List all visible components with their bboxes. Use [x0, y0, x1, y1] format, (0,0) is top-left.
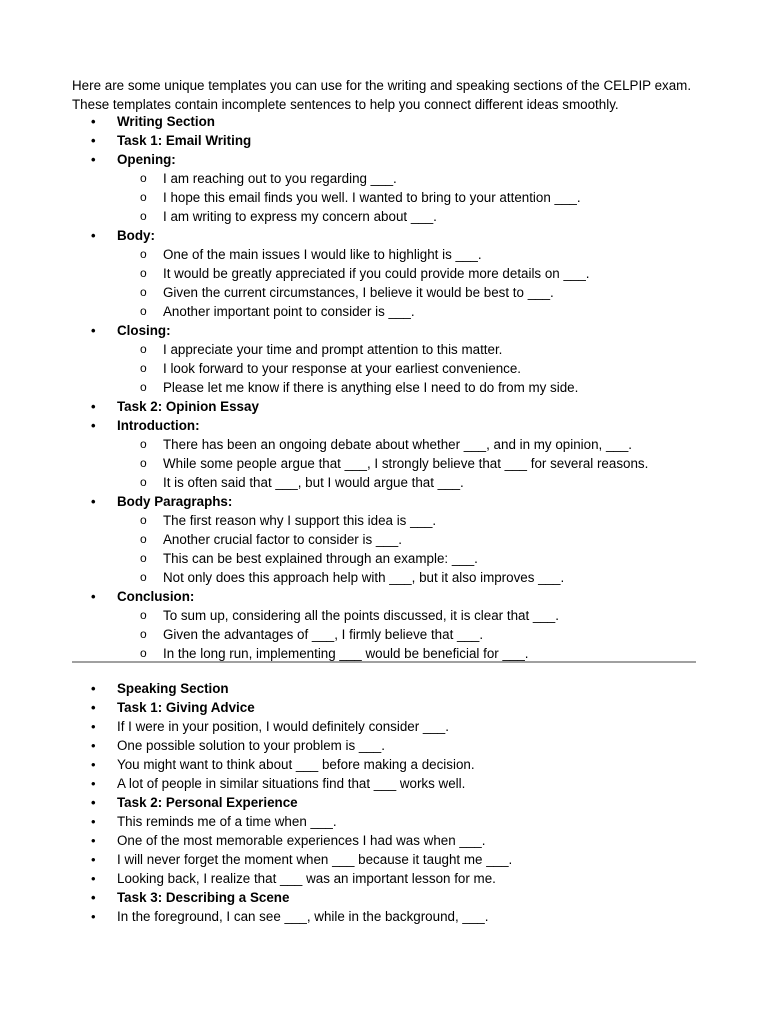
list-item-text: Conclusion:: [117, 589, 195, 604]
bullet-icon: •: [91, 681, 96, 696]
list-item: [0, 454, 768, 473]
list-item-text: I am writing to express my concern about ___.: [163, 209, 437, 224]
list-item-text: A lot of people in similar situations find that ___ works well.: [117, 776, 466, 791]
bullet-icon: •: [91, 323, 96, 338]
writing-section-list: [0, 112, 768, 663]
section-heading: [0, 793, 768, 812]
bullet-icon: •: [91, 399, 96, 414]
list-item: [0, 340, 768, 359]
list-item-text: Looking back, I realize that ___ was an important lesson for me.: [117, 871, 496, 886]
bullet-icon: •: [91, 833, 96, 848]
bullet-icon: •: [91, 871, 96, 886]
list-item-text: Task 1: Giving Advice: [117, 700, 255, 715]
list-item-text: One of the most memorable experiences I had was when ___.: [117, 833, 486, 848]
list-item-text: Closing:: [117, 323, 171, 338]
list-item: [0, 302, 768, 321]
section-heading: [0, 416, 768, 435]
bullet-icon: •: [91, 890, 96, 905]
list-item-text: Please let me know if there is anything else I need to do from my side.: [163, 380, 579, 395]
bullet-icon: •: [91, 494, 96, 509]
sub-bullet-icon: o: [140, 646, 147, 660]
sub-bullet-icon: o: [140, 285, 147, 299]
list-item: [0, 736, 768, 755]
list-item: [0, 812, 768, 831]
list-item-text: Task 2: Opinion Essay: [117, 399, 259, 414]
list-item-text: Body Paragraphs:: [117, 494, 233, 509]
list-item-text: I appreciate your time and prompt attention to this matter.: [163, 342, 503, 357]
list-item: [0, 511, 768, 530]
list-item: [0, 755, 768, 774]
list-item: [0, 625, 768, 644]
list-item-text: Given the advantages of ___, I firmly believe that ___.: [163, 627, 484, 642]
list-item-text: I am reaching out to you regarding ___.: [163, 171, 397, 186]
list-item-text: I hope this email finds you well. I wanted to bring to your attention ___.: [163, 190, 581, 205]
bullet-icon: •: [91, 114, 96, 129]
sub-bullet-icon: o: [140, 190, 147, 204]
section-heading: [0, 888, 768, 907]
bullet-icon: •: [91, 589, 96, 604]
intro-paragraph: Here are some unique templates you can use for the writing and speaking sections of the CELPIP exam. These templates contain incomplete sentences to help you connect different ideas smoothly.: [72, 78, 692, 112]
list-item: [0, 568, 768, 587]
bullet-icon: •: [91, 795, 96, 810]
section-heading: [0, 226, 768, 245]
sub-bullet-icon: o: [140, 532, 147, 546]
list-item: [0, 530, 768, 549]
sub-bullet-icon: o: [140, 456, 147, 470]
list-item-text: There has been an ongoing debate about whether ___, and in my opinion, ___.: [163, 437, 633, 452]
section-heading: [0, 587, 768, 606]
list-item: [0, 169, 768, 188]
list-item: [0, 774, 768, 793]
list-item-text: Introduction:: [117, 418, 200, 433]
sub-bullet-icon: o: [140, 342, 147, 356]
list-item-text: This reminds me of a time when ___.: [117, 814, 337, 829]
section-heading: [0, 698, 768, 717]
bullet-icon: •: [91, 757, 96, 772]
list-item-text: The first reason why I support this idea is ___.: [163, 513, 437, 528]
sub-bullet-icon: o: [140, 551, 147, 565]
list-item-text: Task 2: Personal Experience: [117, 795, 298, 810]
sub-bullet-icon: o: [140, 437, 147, 451]
bullet-icon: •: [91, 738, 96, 753]
list-item-text: Not only does this approach help with ___, but it also improves ___.: [163, 570, 565, 585]
list-item-text: Task 3: Describing a Scene: [117, 890, 290, 905]
list-item-text: One of the main issues I would like to highlight is ___.: [163, 247, 482, 262]
sub-bullet-icon: o: [140, 266, 147, 280]
list-item: [0, 378, 768, 397]
bullet-icon: •: [91, 133, 96, 148]
bullet-icon: •: [91, 700, 96, 715]
list-item: [0, 907, 768, 926]
list-item-text: Given the current circumstances, I believe it would be best to ___.: [163, 285, 554, 300]
list-item: [0, 207, 768, 226]
sub-bullet-icon: o: [140, 475, 147, 489]
list-item-text: I will never forget the moment when ___ because it taught me ___.: [117, 852, 513, 867]
list-item-text: You might want to think about ___ before making a decision.: [117, 757, 475, 772]
sub-bullet-icon: o: [140, 304, 147, 318]
list-item: [0, 606, 768, 625]
section-heading: [0, 679, 768, 698]
list-item: [0, 264, 768, 283]
sub-bullet-icon: o: [140, 209, 147, 223]
list-item-text: In the foreground, I can see ___, while in the background, ___.: [117, 909, 489, 924]
list-item: [0, 245, 768, 264]
list-item-text: It is often said that ___, but I would argue that ___.: [163, 475, 464, 490]
sub-bullet-icon: o: [140, 380, 147, 394]
list-item-text: Another crucial factor to consider is ___.: [163, 532, 402, 547]
sub-bullet-icon: o: [140, 513, 147, 527]
bullet-icon: •: [91, 418, 96, 433]
section-heading: [0, 112, 768, 131]
list-item: [0, 831, 768, 850]
list-item: [0, 717, 768, 736]
bullet-icon: •: [91, 152, 96, 167]
list-item: [0, 869, 768, 888]
bullet-icon: •: [91, 228, 96, 243]
sub-bullet-icon: o: [140, 570, 147, 584]
sub-bullet-icon: o: [140, 608, 147, 622]
list-item-text: While some people argue that ___, I strongly believe that ___ for several reasons.: [163, 456, 649, 471]
bullet-icon: •: [91, 909, 96, 924]
list-item-text: In the long run, implementing ___ would be beneficial for ___.: [163, 646, 529, 661]
list-item-text: Opening:: [117, 152, 176, 167]
list-item: [0, 473, 768, 492]
bullet-icon: •: [91, 776, 96, 791]
list-item: [0, 359, 768, 378]
sub-bullet-icon: o: [140, 247, 147, 261]
list-item-text: To sum up, considering all the points discussed, it is clear that ___.: [163, 608, 559, 623]
list-item-text: If I were in your position, I would definitely consider ___.: [117, 719, 449, 734]
list-item-text: Task 1: Email Writing: [117, 133, 252, 148]
section-heading: [0, 397, 768, 416]
list-item: [0, 435, 768, 454]
list-item: [0, 283, 768, 302]
sub-bullet-icon: o: [140, 627, 147, 641]
list-item-text: It would be greatly appreciated if you could provide more details on ___.: [163, 266, 590, 281]
list-item: [0, 549, 768, 568]
sub-bullet-icon: o: [140, 361, 147, 375]
section-heading: [0, 492, 768, 511]
list-item: [0, 188, 768, 207]
list-item-text: Another important point to consider is ___.: [163, 304, 415, 319]
list-item-text: This can be best explained through an example: ___.: [163, 551, 478, 566]
list-item-text: Speaking Section: [117, 681, 229, 696]
list-item-text: Writing Section: [117, 114, 215, 129]
list-item-text: I look forward to your response at your earliest convenience.: [163, 361, 522, 376]
bullet-icon: •: [91, 852, 96, 867]
section-divider: [72, 661, 696, 663]
speaking-section-list: [0, 679, 768, 926]
list-item-text: Body:: [117, 228, 155, 243]
section-heading: [0, 150, 768, 169]
list-item: [0, 850, 768, 869]
bullet-icon: •: [91, 719, 96, 734]
list-item-text: One possible solution to your problem is ___.: [117, 738, 385, 753]
section-heading: [0, 321, 768, 340]
sub-bullet-icon: o: [140, 171, 147, 185]
bullet-icon: •: [91, 814, 96, 829]
section-heading: [0, 131, 768, 150]
